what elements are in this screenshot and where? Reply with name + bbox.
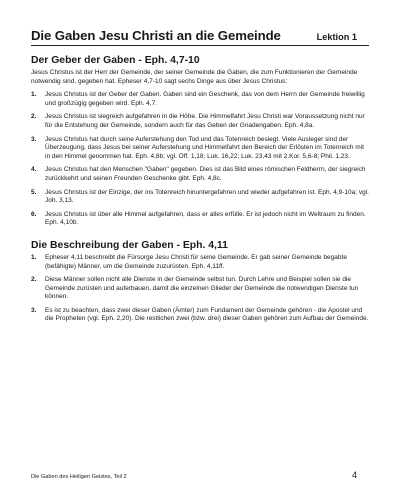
list-text: Es ist zu beachten, dass zwei dieser Gaben (Ämter) zum Fundament der Gemeinde gehören - die Apostel und die Propheten (vgl. Eph. 2,20). Die restlichen zwei (bzw. drei) dieser Gaben gehören zum Aufbau der Gemeinde. bbox=[45, 306, 369, 323]
description-list bbox=[31, 254, 369, 324]
list-item bbox=[31, 113, 369, 130]
list-text: Epheser 4,11 beschreibt die Fürsorge Jesu Christi für seine Gemeinde. Er gab seiner Gemeinde begabte (befähigte) Männer, um die Gemeinde zuzurüsten. Eph. 4,11ff. bbox=[45, 253, 347, 270]
page-footer bbox=[31, 470, 369, 480]
section-heading-description: Die Beschreibung der Gaben - Eph. 4,11 bbox=[31, 239, 228, 251]
giver-list bbox=[31, 91, 369, 228]
list-number: 3. bbox=[31, 306, 37, 314]
list-text: Jesus Christus ist siegreich aufgefahren in die Höhe. Die Himmelfahrt Jesu Christi war Voraussetzung nicht nur für die Entstehung der Gemeinde, sondern auch für das Geben der Gnadengaben. Eph. 4,8a. bbox=[45, 113, 365, 129]
list-text: Jesus Christus ist der Geber der Gaben. Gaben sind ein Geschenk, das von dem Herrn der Gemeinde freiwillig und großzügig gegeben wird. Eph. 4,7. bbox=[45, 91, 365, 107]
list-text: Jesus Christus hat den Menschen "Gaben" gegeben. Dies ist das Bild eines römischen Feldherrn, der siegreich zurückkehrt und seinen Freunden Geschenke gibt. Eph. 4,8c. bbox=[45, 166, 366, 182]
list-text: Jesus Christus ist über alle Himmel aufgefahren, dass er alles erfülle. Er ist jedoch nicht im Weltraum zu finden. Eph. 4,10b. bbox=[45, 210, 366, 227]
list-text: Jesus Christus hat durch seine Auferstehung den Tod und das Totenreich besiegt. Viele Ausleger sind der Überzeugung, dass Jesus bei seiner Auferstehung und Himmelfahrt den Bereich der Erlösten im Totenreich mit in den Himmel genommen hat. Eph. 4,8b; vgl. Off. 1,18; Luk. 16,22; Luk. 23,43 mit 2.Kor. 5,6-8; Phil. 1,23. bbox=[45, 135, 364, 160]
list-number: 6. bbox=[31, 210, 37, 218]
page-number: 4 bbox=[351, 470, 357, 480]
lesson-label: Lektion 1 bbox=[316, 32, 357, 42]
footer-source: Die Gaben des Heiligen Geistes, Teil 2 bbox=[31, 474, 127, 480]
page-title: Die Gaben Jesu Christi an die Gemeinde bbox=[31, 28, 281, 43]
list-item bbox=[31, 254, 369, 271]
page-header bbox=[31, 28, 369, 46]
list-number: 2. bbox=[31, 113, 37, 121]
list-item bbox=[31, 91, 369, 108]
list-item bbox=[31, 136, 369, 162]
document-page bbox=[31, 28, 369, 329]
list-number: 2. bbox=[31, 276, 37, 284]
list-number: 1. bbox=[31, 253, 37, 261]
list-number: 1. bbox=[31, 91, 37, 99]
list-text: Diese Männer sollen nicht alle Dienste in der Gemeinde selbst tun. Durch Lehre und Beispiel sollen sie die Gemeinde zurüsten und auferbauen, damit die einzelnen Glieder der Gemeinde die notwendigen Dienste tun können. bbox=[45, 276, 359, 301]
list-item bbox=[31, 276, 369, 302]
section-heading-giver: Der Geber der Gaben - Eph. 4,7-10 bbox=[31, 55, 200, 66]
section-intro: Jesus Christus ist der Herr der Gemeinde, der seiner Gemeinde die Gaben, die zum Funktionieren der Gemeinde notwendig sind, gegeben hat. Epheser 4,7-10 sagt sechs Dinge aus über Jesus Christus: bbox=[31, 69, 358, 85]
list-number: 5. bbox=[31, 188, 37, 196]
list-item bbox=[31, 211, 369, 228]
list-item bbox=[31, 189, 369, 206]
list-item bbox=[31, 307, 369, 324]
list-item bbox=[31, 166, 369, 183]
list-text: Jesus Christus ist der Einzige, der ins Totenreich hinuntergefahren und wieder aufgefahren ist. Eph. 4,9-10a; vgl. Joh. 3,13. bbox=[45, 188, 369, 205]
list-number: 4. bbox=[31, 166, 37, 174]
list-number: 3. bbox=[31, 135, 37, 143]
